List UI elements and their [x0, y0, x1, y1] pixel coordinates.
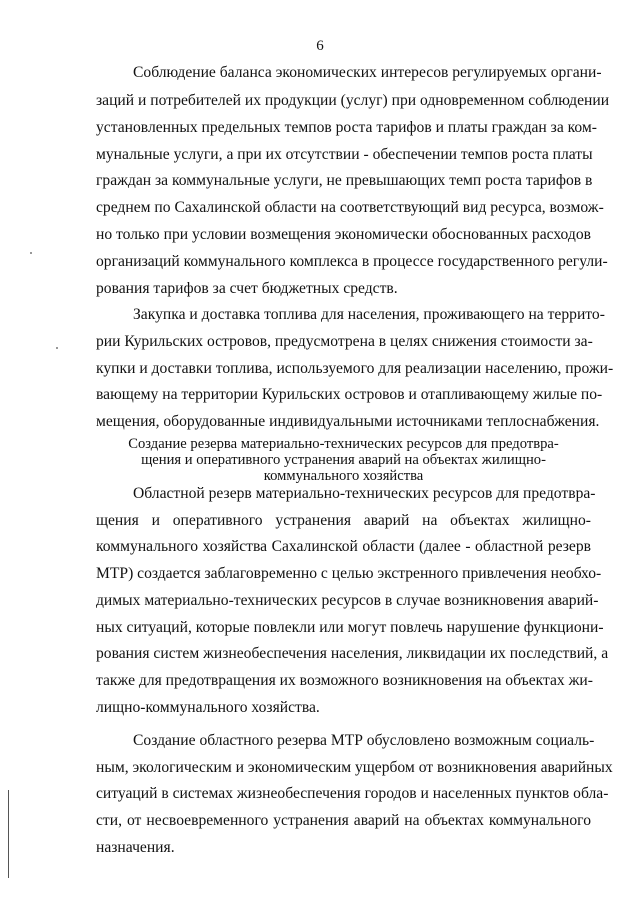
paragraph-4-line: сти, от несвоевременного устранения аварий на объектах коммунального: [96, 812, 591, 829]
paragraph-3-line: Областной резерв материально-технических ресурсов для предотвра-: [133, 485, 596, 502]
section-heading-line: щения и оперативного устранения аварий на объектах жилищно-: [141, 452, 546, 468]
paragraph-3-line: лищно-коммунального хозяйства.: [96, 699, 320, 716]
scan-margin-mark: [8, 790, 9, 878]
page-number: 6: [316, 38, 324, 54]
paragraph-3-line: коммунального хозяйства Сахалинской области (далее - областной резерв: [96, 538, 591, 555]
paragraph-3-line: ных ситуаций, которые повлекли или могут повлечь нарушение функциони-: [96, 619, 604, 636]
paragraph-2-line: вающему на территории Курильских островов и отапливающему жилые по-: [96, 386, 603, 403]
paragraph-1-line: Соблюдение баланса экономических интересов регулируемых органи-: [133, 64, 602, 81]
paragraph-4-line: ным, экологическим и экономическим ущербом от возникновения аварийных: [96, 759, 613, 776]
paragraph-2-line: купки и доставки топлива, используемого для реализации населению, прожи-: [96, 360, 614, 377]
paragraph-3-line: МТР) создается заблаговременно с целью экстренного привлечения необхо-: [96, 565, 602, 582]
paragraph-1-line: граждан за коммунальные услуги, не превышающих темп роста тарифов в: [96, 172, 593, 189]
paragraph-3-line: также для предотвращения их возможного возникновения на объектах жи-: [96, 672, 593, 689]
scan-speck: [30, 252, 32, 254]
paragraph-4-line: Создание областного резерва МТР обусловлено возможным социаль-: [133, 732, 595, 749]
paragraph-4-line: ситуаций в системах жизнеобеспечения городов и населенных пунктов обла-: [96, 785, 609, 802]
paragraph-3-line: димых материально-технических ресурсов в случае возникновения аварий-: [96, 592, 599, 609]
paragraph-1-line: организаций коммунального комплекса в процессе государственного регули-: [96, 253, 608, 270]
section-heading-line: Создание резерва материально-технических ресурсов для предотвра-: [128, 436, 559, 452]
paragraph-3-line: щения и оперативного устранения аварий на объектах жилищно-: [96, 512, 591, 529]
section-heading-line: коммунального хозяйства: [263, 468, 424, 484]
paragraph-1-line: заций и потребителей их продукции (услуг) при одновременном соблюдении: [96, 92, 610, 109]
paragraph-1-line: рования тарифов за счет бюджетных средств.: [96, 280, 398, 297]
paragraph-4-line: назначения.: [96, 839, 175, 856]
paragraph-1-line: установленных предельных темпов роста тарифов и платы граждан за ком-: [96, 119, 597, 136]
paragraph-1-line: мунальные услуги, а при их отсутствии - обеспечении темпов роста платы: [96, 146, 593, 163]
paragraph-2-line: рии Курильских островов, предусмотрена в целях снижения стоимости за-: [96, 333, 593, 350]
paragraph-1-line: среднем по Сахалинской области на соответствующий вид ресурса, возмож-: [96, 199, 604, 216]
paragraph-1-line: но только при условии возмещения экономически обоснованных расходов: [96, 226, 591, 243]
paragraph-3-line: рования систем жизнеобеспечения населения, ликвидации их последствий, а: [96, 645, 609, 662]
paragraph-2-line: Закупка и доставка топлива для населения, проживающего на террито-: [133, 306, 605, 323]
scan-speck: [56, 347, 58, 349]
paragraph-2-line: мещения, оборудованные индивидуальными источниками теплоснабжения.: [96, 413, 600, 430]
